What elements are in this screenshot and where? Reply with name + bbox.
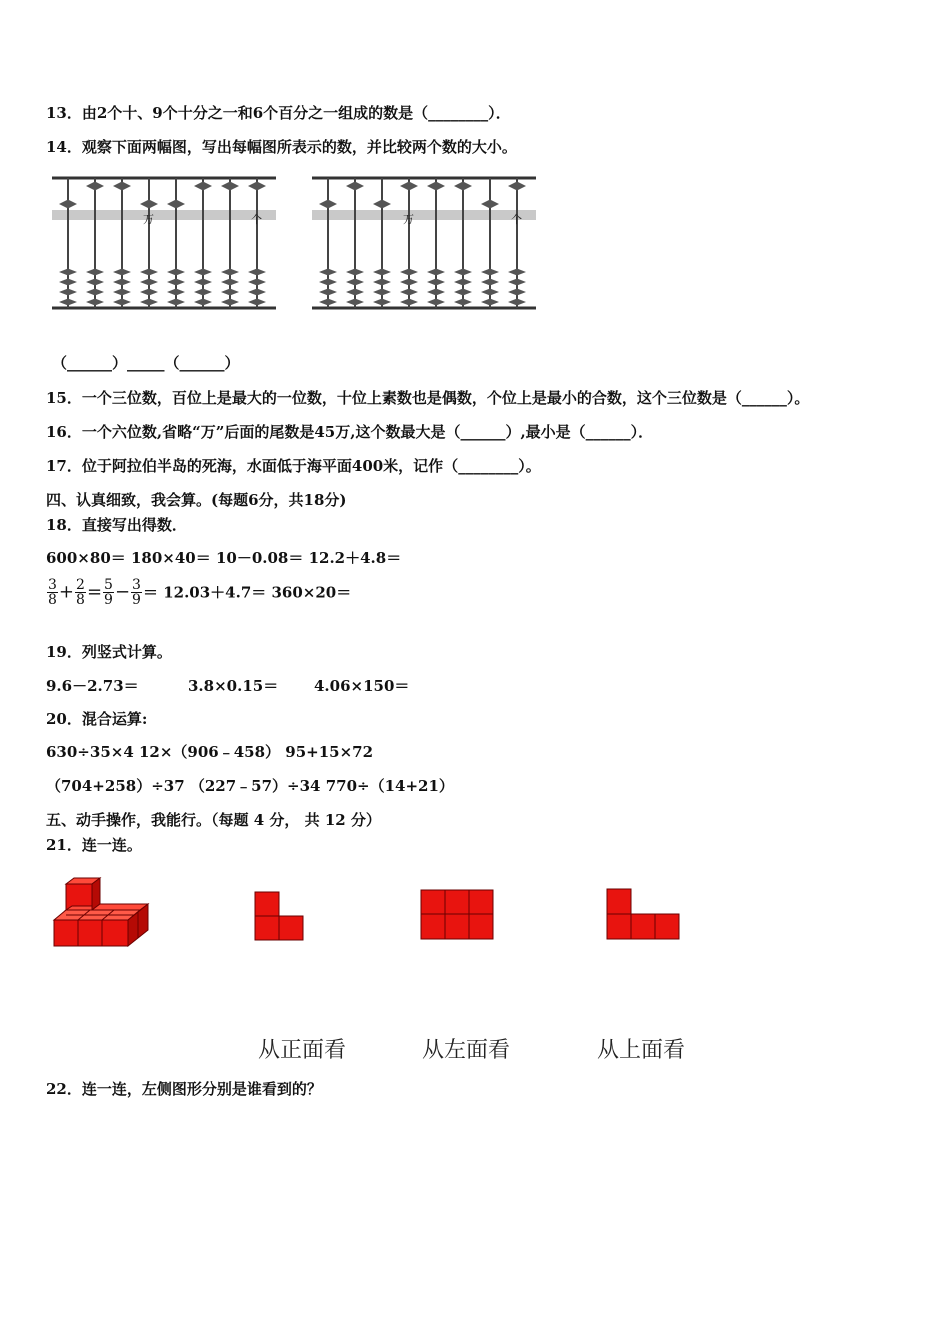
view-label-top: 从上面看 [597,1038,686,1063]
abacus-lower-bead [373,289,391,296]
abacus-lower-bead [400,269,418,276]
abacus-lower-bead [400,299,418,306]
abacus-lower-bead [319,279,337,286]
abacus-lower-bead [319,269,337,276]
abacus-upper-bead [346,182,364,191]
abacus-lower-bead [59,289,77,296]
cube-stack-3d [52,876,152,948]
abacus-lower-bead [346,299,364,306]
abacus-lower-bead [113,299,131,306]
abacus-left [48,170,280,315]
abacus-lower-bead [113,279,131,286]
view-l-shape-small [254,891,304,941]
abacus-beam [312,210,536,220]
question-18: 18．直接写出得数． [46,516,187,534]
abacus-upper-bead [454,182,472,191]
question-14: 14．观察下面两幅图，写出每幅图所表示的数，并比较两个数的大小。 [46,138,517,156]
abacus-label-ge: 个 [251,213,262,226]
view-label-left: 从左面看 [422,1038,511,1063]
fraction: $\frac{3}{9}$ [132,577,141,608]
abacus-lower-bead [427,269,445,276]
abacus-upper-bead [221,182,239,191]
abacus-lower-bead [59,279,77,286]
abacus-lower-bead [481,299,499,306]
abacus-lower-bead [373,269,391,276]
abacus-lower-bead [86,299,104,306]
abacus-lower-bead [194,269,212,276]
abacus-lower-bead [508,289,526,296]
section-4-heading: 四、认真细致，我会算。(每题6分，共18分) [46,491,347,509]
abacus-lower-bead [221,269,239,276]
abacus-lower-bead [427,279,445,286]
question-15: 15．一个三位数，百位上是最大的一位数，十位上素数也是偶数，个位上是最小的合数，这个三位数是（______）。 [46,389,810,407]
abacus-upper-bead [167,200,185,209]
abacus-lower-bead [167,269,185,276]
abacus-lower-bead [319,289,337,296]
abacus-lower-bead [86,269,104,276]
abacus-upper-bead [427,182,445,191]
abacus-right [308,170,540,315]
abacus-lower-bead [481,279,499,286]
abacus-lower-bead [454,289,472,296]
abacus-lower-bead [346,289,364,296]
abacus-upper-bead [319,200,337,209]
abacus-lower-bead [167,299,185,306]
abacus-lower-bead [194,289,212,296]
question-19-item: 9.6－2.73＝ [46,677,139,695]
abacus-lower-bead [140,289,158,296]
abacus-lower-bead [167,279,185,286]
abacus-lower-bead [346,279,364,286]
fraction: $\frac{2}{8}$ [76,577,85,608]
abacus-lower-bead [86,279,104,286]
question-19: 19．列竖式计算。 [46,643,172,661]
abacus-lower-bead [508,279,526,286]
abacus-lower-bead [373,299,391,306]
abacus-lower-bead [427,289,445,296]
abacus-lower-bead [454,269,472,276]
abacus-lower-bead [248,289,266,296]
abacus-upper-bead [86,182,104,191]
abacus-lower-bead [427,299,445,306]
abacus-upper-bead [400,182,418,191]
abacus-lower-bead [481,289,499,296]
abacus-lower-bead [140,299,158,306]
abacus-lower-bead [59,269,77,276]
abacus-upper-bead [113,182,131,191]
abacus-lower-bead [59,299,77,306]
question-18-row-1: 600×80＝ 180×40＝ 10－0.08＝ 12.2＋4.8＝ [46,549,402,567]
question-19-item: 3.8×0.15＝ [188,677,279,695]
abacus-lower-bead [373,279,391,286]
question-18-row-2: $\frac{3}{8}$ + $\frac{2}{8}$ = $\frac{5}{9}$ − $\frac{3}{9}$ ＝ 12.03＋4.7＝ 360×20＝ [48,577,352,608]
abacus-lower-bead [508,299,526,306]
question-21: 21．连一连。 [46,836,142,854]
view-rectangle [420,889,494,940]
abacus-lower-bead [248,299,266,306]
abacus-lower-bead [454,299,472,306]
abacus-label-wan: 万 [143,213,154,226]
abacus-upper-bead [248,182,266,191]
abacus-lower-bead [194,279,212,286]
question-22: 22．连一连，左侧图形分别是谁看到的？ [46,1080,322,1098]
abacus-lower-bead [400,279,418,286]
question-17: 17．位于阿拉伯半岛的死海，水面低于海平面400米，记作（________）。 [46,457,541,475]
abacus-lower-bead [221,299,239,306]
question-16: 16．一个六位数,省略“万”后面的尾数是45万,这个数最大是（______）,最小是（______）． [46,423,654,441]
abacus-lower-bead [140,279,158,286]
abacus-lower-bead [113,269,131,276]
abacus-beam [52,210,276,220]
question-20-row-1: 630÷35×4 12×（906﹣458） 95+15×72 [46,743,374,761]
abacus-lower-bead [248,279,266,286]
abacus-upper-bead [59,200,77,209]
abacus-lower-bead [221,289,239,296]
abacus-lower-bead [400,289,418,296]
abacus-lower-bead [454,279,472,286]
abacus-upper-bead [481,200,499,209]
abacus-upper-bead [508,182,526,191]
abacus-lower-bead [86,289,104,296]
fraction: $\frac{3}{8}$ [48,577,57,608]
abacus-lower-bead [319,299,337,306]
question-19-item: 4.06×150＝ [314,677,410,695]
question-20-row-2: （704+258）÷37 （227﹣57）÷34 770÷（14+21） [46,777,454,795]
abacus-lower-bead [113,289,131,296]
question-13: 13．由2个十、9个十分之一和6个百分之一组成的数是（________）． [46,104,511,122]
view-label-front: 从正面看 [258,1038,347,1063]
question-20: 20．混合运算: [46,710,148,728]
abacus-upper-bead [140,200,158,209]
view-l-shape-wide [606,888,680,940]
abacus-lower-bead [248,269,266,276]
abacus-upper-bead [373,200,391,209]
abacus-label-wan: 万 [403,213,414,226]
abacus-lower-bead [140,269,158,276]
abacus-lower-bead [194,299,212,306]
abacus-upper-bead [194,182,212,191]
abacus-label-ge: 个 [511,213,522,226]
abacus-lower-bead [221,279,239,286]
section-5-heading: 五、动手操作，我能行。（每题 4 分， 共 12 分） [46,811,381,829]
question-14-answer: （______）_____（______） [52,354,240,372]
abacus-lower-bead [508,269,526,276]
fraction: $\frac{5}{9}$ [104,577,113,608]
abacus-lower-bead [346,269,364,276]
abacus-lower-bead [167,289,185,296]
abacus-lower-bead [481,269,499,276]
